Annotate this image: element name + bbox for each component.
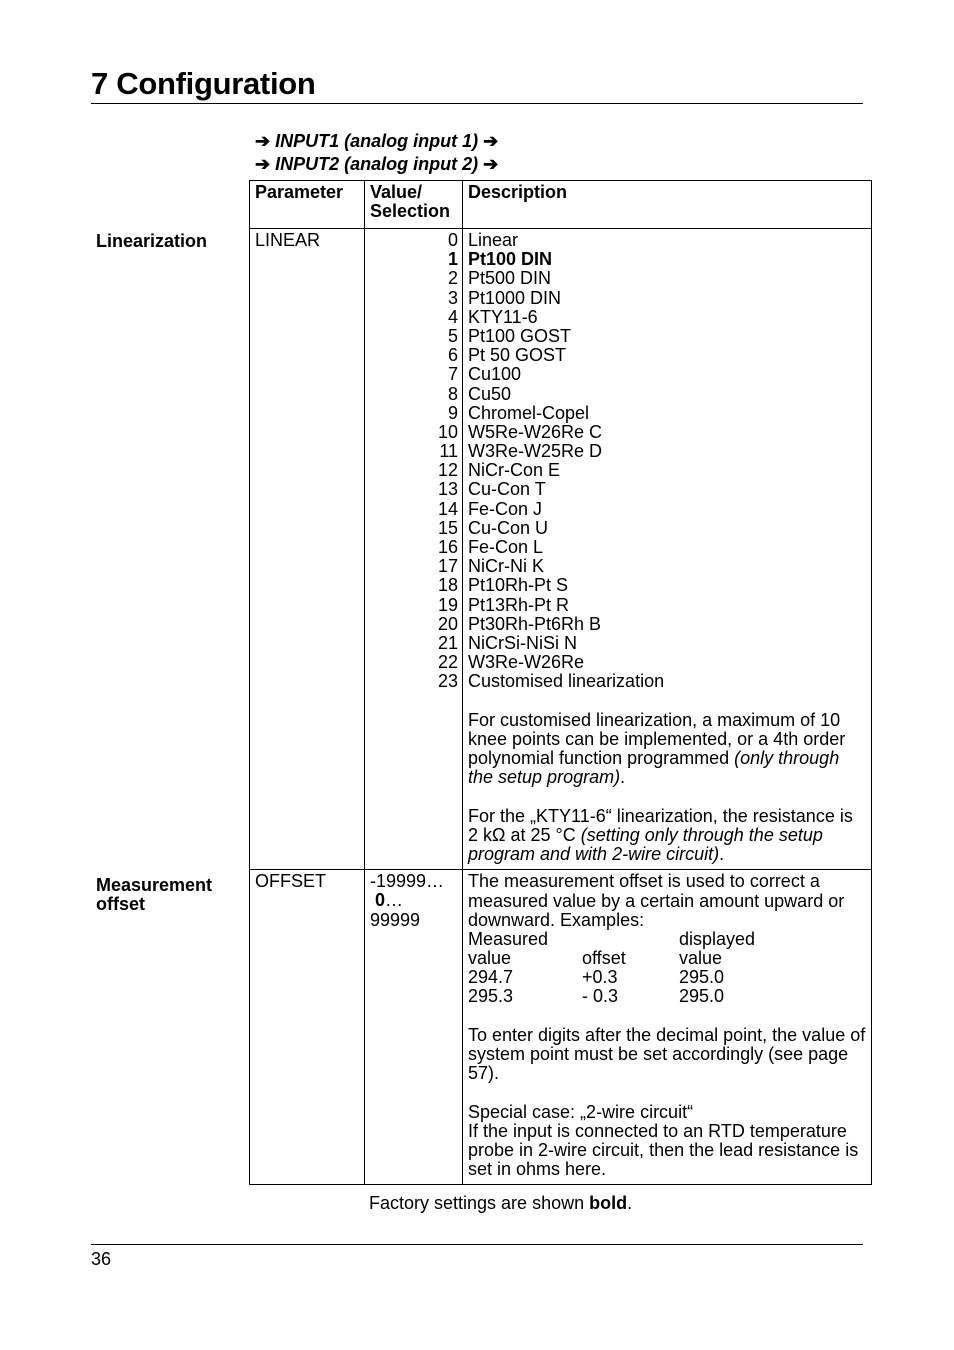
example-cell: +0.3 bbox=[582, 967, 618, 988]
special-case-title: Special case: „2-wire circuit“ bbox=[468, 1101, 694, 1122]
linearization-name: NiCrSi-NiSi N bbox=[468, 632, 577, 653]
linearization-name: Cu-Con T bbox=[468, 479, 546, 500]
linearization-value: 19 bbox=[437, 594, 458, 615]
cell-offset-description bbox=[463, 870, 872, 1185]
linearization-name-list bbox=[468, 231, 867, 692]
linearization-value: 21 bbox=[437, 632, 458, 653]
example-header-cell: value bbox=[679, 948, 723, 969]
offset-example-table bbox=[468, 930, 867, 1007]
arrow-right-icon: ➔ bbox=[255, 131, 271, 151]
linearization-value: 18 bbox=[437, 575, 458, 596]
note-italic-text: (setting only through the setup program and with 2-wire circuit) bbox=[468, 824, 823, 865]
example-header-cell: displayed bbox=[679, 928, 756, 949]
linearization-value: 22 bbox=[437, 652, 458, 673]
example-cell: 294.7 bbox=[468, 967, 514, 988]
cell-parameter-linear: LINEAR bbox=[250, 229, 365, 870]
section-label-line: offset bbox=[96, 894, 145, 915]
note-end: . bbox=[620, 767, 626, 788]
linearization-value: 6 bbox=[447, 345, 458, 366]
note-text: For the „KTY11-6“ linearization, the resistance is 2 kΩ at 25 °C bbox=[468, 805, 853, 845]
linearization-name: W3Re-W25Re D bbox=[468, 441, 603, 462]
linearization-name: KTY11-6 bbox=[468, 306, 538, 327]
example-cell: 295.0 bbox=[679, 986, 725, 1007]
linearization-name: Pt 50 GOST bbox=[468, 345, 567, 366]
linearization-value: 15 bbox=[437, 517, 458, 538]
section-label-linearization: Linearization bbox=[96, 231, 208, 251]
linearization-value: 3 bbox=[447, 287, 458, 308]
linearization-name: Fe-Con J bbox=[468, 498, 543, 519]
linearization-value: 13 bbox=[437, 479, 458, 500]
linearization-value: 14 bbox=[437, 498, 458, 519]
cell-linearization-description bbox=[463, 229, 872, 870]
linearization-value: 2 bbox=[447, 268, 458, 289]
offset-range-min: -19999… bbox=[370, 871, 445, 892]
linearization-name: Pt10Rh-Pt S bbox=[468, 575, 569, 596]
customised-linearization-note bbox=[468, 711, 867, 788]
table-row-linearization bbox=[250, 229, 872, 870]
footnote-bold: bold bbox=[589, 1193, 628, 1213]
example-header-cell: offset bbox=[582, 948, 626, 969]
arrow-right-icon: ➔ bbox=[483, 154, 499, 174]
cell-parameter-offset: OFFSET bbox=[250, 870, 365, 1185]
note-text: For customised linearization, a maximum of 10 knee points can be implemented, or a 4th order polynomial function programmed bbox=[468, 709, 846, 769]
breadcrumb-input2 bbox=[255, 153, 498, 175]
offset-range-default bbox=[370, 891, 458, 910]
linearization-value: 9 bbox=[447, 402, 458, 423]
linearization-name: Pt100 GOST bbox=[468, 325, 572, 346]
linearization-value: 8 bbox=[447, 383, 458, 404]
offset-default-value: 0 bbox=[375, 890, 386, 911]
linearization-name: Fe-Con L bbox=[468, 537, 544, 557]
header-value-selection bbox=[365, 181, 463, 229]
linearization-value: 7 bbox=[447, 364, 458, 385]
breadcrumb-text: INPUT2 (analog input 2) bbox=[275, 154, 479, 174]
example-header-cell bbox=[582, 930, 679, 949]
linearization-name: Customised linearization bbox=[468, 671, 665, 692]
linearization-name: Linear bbox=[468, 230, 519, 250]
header-description: Description bbox=[463, 181, 872, 229]
linearization-value: 10 bbox=[437, 421, 458, 442]
factory-settings-note bbox=[369, 1192, 632, 1214]
linearization-name: Pt1000 DIN bbox=[468, 287, 562, 308]
footer-rule bbox=[91, 1244, 863, 1245]
chapter-title: 7 Configuration bbox=[91, 66, 316, 101]
header-selection-line: Selection bbox=[370, 201, 451, 222]
linearization-value: 11 bbox=[439, 441, 458, 462]
example-cell: 295.3 bbox=[468, 986, 514, 1007]
linearization-name: Pt100 DIN bbox=[468, 249, 553, 270]
linearization-name: NiCr-Ni K bbox=[468, 556, 544, 577]
section-label-measurement-offset bbox=[96, 876, 212, 914]
example-header-cell: Measured bbox=[468, 928, 549, 949]
linearization-value: 20 bbox=[437, 613, 458, 634]
cell-offset-range bbox=[365, 870, 463, 1185]
arrow-right-icon: ➔ bbox=[483, 131, 499, 151]
linearization-value: 17 bbox=[437, 556, 458, 577]
table-header-row bbox=[250, 181, 872, 229]
section-label-line: Measurement bbox=[96, 875, 213, 895]
table-row-offset bbox=[250, 870, 872, 1185]
offset-default-suffix: … bbox=[385, 890, 404, 911]
note-italic-text: (only through the setup program) bbox=[468, 748, 840, 788]
header-rule bbox=[91, 103, 863, 104]
special-case-text: If the input is connected to an RTD temperature probe in 2-wire circuit, then the lead resistance is set in ohms here. bbox=[468, 1120, 859, 1180]
kty-linearization-note bbox=[468, 807, 867, 865]
linearization-name: W5Re-W26Re C bbox=[468, 421, 603, 442]
linearization-value: 5 bbox=[447, 325, 458, 346]
linearization-value-list bbox=[370, 231, 458, 692]
linearization-name: Cu100 bbox=[468, 364, 522, 385]
linearization-name: NiCr-Con E bbox=[468, 460, 561, 481]
example-cell: 295.0 bbox=[679, 967, 725, 988]
example-header-cell: value bbox=[468, 948, 512, 969]
linearization-name: W3Re-W26Re bbox=[468, 652, 585, 673]
footnote-end: . bbox=[627, 1193, 633, 1213]
header-parameter: Parameter bbox=[250, 181, 365, 229]
breadcrumb-text: INPUT1 (analog input 1) bbox=[275, 131, 479, 151]
linearization-value: 23 bbox=[437, 671, 458, 692]
linearization-value: 4 bbox=[447, 306, 458, 327]
linearization-name: Pt13Rh-Pt R bbox=[468, 594, 570, 615]
offset-intro: The measurement offset is used to correct a measured value by a certain amount upward or downward. Examples: bbox=[468, 871, 845, 930]
linearization-name: Cu50 bbox=[468, 383, 512, 404]
breadcrumb-input1 bbox=[255, 130, 498, 152]
linearization-value: 12 bbox=[437, 460, 458, 481]
linearization-name: Pt30Rh-Pt6Rh B bbox=[468, 613, 602, 634]
header-value-line: Value/ bbox=[370, 182, 423, 202]
parameter-table bbox=[249, 180, 872, 1185]
cell-linearization-values bbox=[365, 229, 463, 870]
linearization-value: 1 bbox=[447, 249, 458, 270]
offset-range-max: 99999 bbox=[370, 909, 421, 930]
linearization-name: Pt500 DIN bbox=[468, 268, 552, 289]
linearization-value: 16 bbox=[437, 537, 458, 557]
linearization-name: Cu-Con U bbox=[468, 517, 549, 538]
note-end: . bbox=[719, 844, 725, 865]
decimal-point-note: To enter digits after the decimal point, the value of system point must be set accordingly (see page 57). bbox=[468, 1024, 866, 1084]
linearization-name: Chromel-Copel bbox=[468, 402, 590, 423]
linearization-value: 0 bbox=[447, 230, 458, 250]
arrow-right-icon: ➔ bbox=[255, 154, 271, 174]
footnote-text: Factory settings are shown bbox=[369, 1193, 590, 1213]
example-cell: - 0.3 bbox=[582, 986, 619, 1007]
page-number: 36 bbox=[91, 1249, 112, 1269]
